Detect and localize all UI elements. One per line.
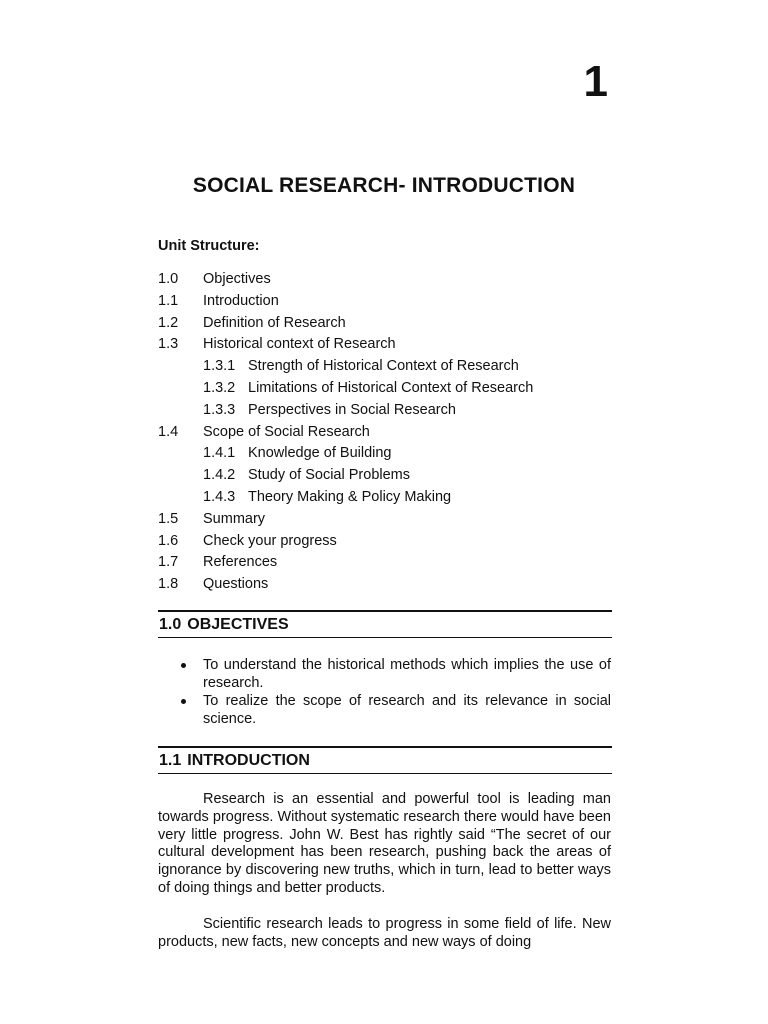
toc-item-label: References	[203, 554, 278, 571]
objective-text: To realize the scope of research and its relevance in social science.	[203, 693, 611, 727]
toc-item-label: Knowledge of Building	[248, 445, 392, 462]
objective-text: To understand the historical methods which implies the use of research.	[203, 657, 611, 691]
toc-item-label: Theory Making & Policy Making	[248, 488, 452, 505]
toc-subitem	[158, 400, 618, 422]
toc-item-label: Historical context of Research	[203, 336, 396, 353]
toc-item-number: 1.5	[158, 510, 179, 527]
toc-item-label: Scope of Social Research	[203, 423, 370, 440]
toc-item-number: 1.8	[158, 576, 179, 593]
introduction-paragraph: Research is an essential and powerful tool is leading man towards progress. Without systematic research there would have been very little progress. John W. Best has rightly said “The secret of our cultural development has been research, pushing back the areas of ignorance by discovering new truths, which in turn, lead to better ways of doing things and better products.	[158, 791, 611, 896]
toc-item-number: 1.3.3	[203, 401, 236, 418]
toc-item	[158, 552, 618, 574]
section-number: 1.1	[159, 752, 182, 769]
toc-item	[158, 269, 618, 291]
toc-item-label: Summary	[203, 510, 266, 527]
toc-item-label: Study of Social Problems	[248, 467, 410, 484]
toc-item-number: 1.2	[158, 314, 179, 331]
introduction-heading	[158, 746, 612, 774]
chapter-title: SOCIAL RESEARCH- INTRODUCTION	[192, 174, 576, 197]
toc-subitem	[158, 465, 618, 487]
toc-item-number: 1.3	[158, 336, 179, 353]
objective-item	[158, 656, 611, 692]
toc-item-number: 1.4.1	[203, 445, 236, 462]
section-title: OBJECTIVES	[187, 616, 289, 633]
toc-item-label: Check your progress	[203, 532, 337, 549]
toc-item-label: Perspectives in Social Research	[248, 401, 456, 418]
toc-item-number: 1.6	[158, 532, 179, 549]
toc-item	[158, 574, 618, 596]
toc-item-number: 1.3.1	[203, 358, 236, 375]
toc-item	[158, 313, 618, 335]
objectives-heading	[158, 610, 612, 638]
bullet-icon	[181, 699, 186, 704]
toc-item-label: Objectives	[203, 271, 271, 287]
toc-item	[158, 291, 618, 313]
toc-item-number: 1.7	[158, 554, 179, 571]
toc-item-number: 1.1	[158, 292, 179, 309]
toc-subitem	[158, 378, 618, 400]
objectives-list	[158, 656, 611, 728]
toc-item-label: Definition of Research	[203, 314, 346, 331]
toc-item-number: 1.4	[158, 423, 179, 440]
toc-item-number: 1.0	[158, 271, 179, 287]
toc-item-label: Limitations of Historical Context of Research	[248, 379, 534, 396]
toc-item-number: 1.4.3	[203, 488, 236, 505]
chapter-number: 1	[583, 57, 608, 106]
toc-item	[158, 334, 618, 356]
objective-item	[158, 692, 611, 728]
toc-item-label: Questions	[203, 576, 269, 593]
toc-item	[158, 509, 618, 531]
section-title: INTRODUCTION	[187, 752, 310, 769]
toc-subitem	[158, 487, 618, 509]
toc-item-number: 1.4.2	[203, 467, 236, 484]
section-number: 1.0	[159, 616, 182, 633]
unit-structure-heading: Unit Structure:	[158, 238, 260, 254]
toc-item	[158, 531, 618, 553]
toc-item-label: Strength of Historical Context of Research	[248, 358, 519, 375]
unit-structure-list	[158, 269, 618, 596]
toc-item	[158, 422, 618, 444]
toc-item-number: 1.3.2	[203, 379, 236, 396]
toc-subitem	[158, 356, 618, 378]
bullet-icon	[181, 663, 186, 668]
toc-item-label: Introduction	[203, 292, 279, 309]
introduction-paragraph: Scientific research leads to progress in some field of life. New products, new facts, new concepts and new ways of doing	[158, 916, 611, 950]
toc-subitem	[158, 443, 618, 465]
